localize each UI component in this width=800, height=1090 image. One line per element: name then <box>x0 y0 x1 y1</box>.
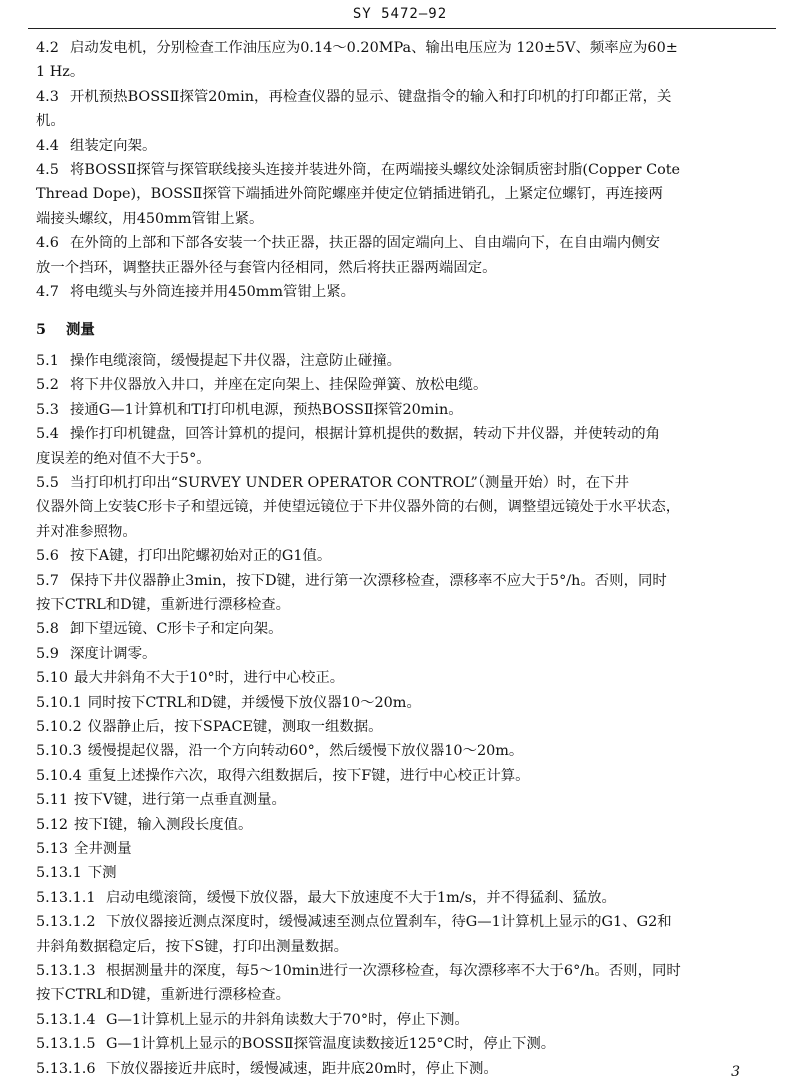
clause-continuation: 按下CTRL和D键，重新进行漂移检查。 <box>36 987 291 1004</box>
clause-number: 5.13.1 <box>36 865 82 882</box>
clause-number: 5.5 <box>36 474 59 491</box>
clause-5-5 <box>36 471 774 495</box>
clause-number: 4.5 <box>36 162 59 179</box>
clause-continuation: 1 Hz。 <box>36 64 85 81</box>
clause-text: 同时按下CTRL和D键，并缓慢下放仪器10～20m。 <box>87 694 421 711</box>
clause-number: 4.3 <box>36 88 59 105</box>
clause-continuation: 度误差的绝对值不大于5°。 <box>36 450 211 467</box>
clause-text: 深度计调零。 <box>70 645 157 662</box>
clause-text: 将BOSSⅡ探管与探管联线接头连接并装进外筒，在两端接头螺纹处涂铜质密封脂(Copper Cote <box>70 162 681 179</box>
clause-text: 将下井仪器放入井口，并座在定向架上、挂保险弹簧、放松电缆。 <box>70 377 488 394</box>
clause-number: 4.7 <box>36 284 59 301</box>
clause-number: 5.7 <box>36 572 59 589</box>
clause-number: 5.13.1.1 <box>36 889 96 906</box>
clause-text: 按下A键，打印出陀螺初始对正的G1值。 <box>70 548 332 565</box>
clause-5-2 <box>36 373 774 397</box>
clause-5-6 <box>36 544 774 568</box>
page-number: 3 <box>731 1064 740 1080</box>
clause-4-6 <box>36 231 774 255</box>
clause-text: 按下V键，进行第一点垂直测量。 <box>74 792 286 809</box>
clause-text: 下放仪器接近井底时，缓慢减速，距井底20m时，停止下测。 <box>106 1060 498 1077</box>
clause-number: 5.10.4 <box>36 767 82 784</box>
clause-continuation: 按下CTRL和D键，重新进行漂移检查。 <box>36 596 291 613</box>
clause-5-7 <box>36 569 774 593</box>
clause-number: 5.4 <box>36 426 59 443</box>
clause-text: 全井测量 <box>74 841 132 857</box>
clause-5-12 <box>36 813 774 837</box>
clause-number: 5.3 <box>36 401 59 418</box>
clause-text: 最大井斜角不大于10°时，进行中心校正。 <box>74 670 345 687</box>
clause-text: 保持下井仪器静止3min，按下D键，进行第一次漂移检查，漂移率不应大于5°/h。否则，同时 <box>70 572 667 589</box>
clause-5-13-1-4 <box>36 1008 774 1032</box>
clause-continuation: 机。 <box>36 113 65 130</box>
clause-number: 5.13 <box>36 841 69 857</box>
clause-5-1 <box>36 349 774 373</box>
clause-5-10-2 <box>36 715 774 739</box>
clause-5-10-1 <box>36 691 774 715</box>
document-body <box>36 36 774 1081</box>
clause-number: 5.13.1.2 <box>36 914 96 931</box>
clause-text: 组装定向架。 <box>70 137 157 154</box>
clause-text: 下测 <box>87 865 117 882</box>
clause-text: 在外筒的上部和下部各安装一个扶正器，扶正器的固定端向上、自由端向下，在自由端内侧安 <box>70 235 661 252</box>
clause-text: G—1计算机上显示的井斜角读数大于70°时，停止下测。 <box>106 1011 469 1028</box>
clause-number: 5.13.1.6 <box>36 1060 96 1077</box>
clause-continuation: 端接头螺纹，用450mm管钳上紧。 <box>36 210 264 227</box>
clause-number: 5.6 <box>36 548 59 565</box>
clause-text: 操作电缆滚筒，缓慢提起下井仪器，注意防止碰撞。 <box>70 352 401 369</box>
clause-text: 下放仪器接近测点深度时，缓慢减速至测点位置刹车，待G—1计算机上显示的G1、G2和 <box>106 914 672 931</box>
clause-4-7 <box>36 280 774 304</box>
clause-5-10-4 <box>36 764 774 788</box>
clause-text: 启动发电机，分别检查工作油压应为0.14～0.20MPa、输出电压应为 120±5V、频率应为60± <box>70 40 678 56</box>
clause-5-9 <box>36 642 774 666</box>
clause-continuation: 井斜角数据稳定后，按下S键，打印出测量数据。 <box>36 938 349 955</box>
clause-5-13-1-2 <box>36 910 774 934</box>
clause-number: 5.13.1.3 <box>36 963 96 980</box>
clause-continuation: Thread Dope)，BOSSⅡ探管下端插进外筒陀螺座并使定位销插进销孔，上紧定位螺钉，再连接两 <box>36 186 663 203</box>
clause-5-11 <box>36 788 774 812</box>
clause-4-3 <box>36 85 774 109</box>
clause-text: 开机预热BOSSⅡ探管20min，再检查仪器的显示、键盘指令的输入和打印机的打印都正常，关 <box>70 88 672 105</box>
clause-text: 重复上述操作六次，取得六组数据后，按下F键，进行中心校正计算。 <box>87 767 530 784</box>
clause-number: 4.6 <box>36 235 59 252</box>
clause-5-13-1-6 <box>36 1057 774 1081</box>
clause-number: 5.10.1 <box>36 694 82 711</box>
clause-number: 5.13.1.5 <box>36 1036 96 1053</box>
clause-continuation: 放一个挡环，调整扶正器外径与套管内径相同，然后将扶正器两端固定。 <box>36 259 497 276</box>
section-heading <box>36 318 774 342</box>
clause-number: 5.10.2 <box>36 718 82 735</box>
section-number: 5 <box>36 321 47 339</box>
clause-number: 5.2 <box>36 377 59 394</box>
clause-text: 操作打印机键盘，回答计算机的提问，根据计算机提供的数据，转动下井仪器，并使转动的角 <box>70 426 661 443</box>
clause-continuation: 仪器外筒上安装C形卡子和望远镜，并使望远镜位于下井仪器外筒的右侧，调整望远镜处于水平状态， <box>36 499 681 516</box>
clause-4-5 <box>36 158 774 182</box>
clause-text: 启动电缆滚筒，缓慢下放仪器，最大下放速度不大于1m/s，并不得猛刹、猛放。 <box>106 889 616 906</box>
clause-text: 按下I键，输入测段长度值。 <box>74 816 253 833</box>
clause-text: 接通G—1计算机和TI打印机电源，预热BOSSⅡ探管20min。 <box>70 401 463 418</box>
clause-text: 根据测量井的深度，每5～10min进行一次漂移检查，每次漂移率不大于6°/h。否则，同时 <box>106 963 681 980</box>
clause-4-2 <box>36 36 774 60</box>
clause-number: 5.13.1.4 <box>36 1011 96 1028</box>
clause-text: 缓慢提起仪器，沿一个方向转动60°，然后缓慢下放仪器10～20m。 <box>87 743 524 760</box>
section-title: 测量 <box>66 321 95 339</box>
document-header: SY 5472—92 <box>352 6 448 22</box>
clause-number: 5.1 <box>36 352 59 369</box>
clause-text: G—1计算机上显示的BOSSⅡ探管温度读数接近125°C时，停止下测。 <box>106 1036 556 1053</box>
clause-5-4 <box>36 422 774 446</box>
clause-4-4 <box>36 134 774 158</box>
clause-text: 将电缆头与外筒连接并用450mm管钳上紧。 <box>70 284 356 301</box>
clause-5-8 <box>36 617 774 641</box>
clause-number: 5.8 <box>36 621 59 638</box>
clause-number: 5.10.3 <box>36 743 82 760</box>
clause-5-10-3 <box>36 739 774 763</box>
section-5-items <box>36 349 774 1081</box>
header-rule <box>28 28 776 29</box>
clause-5-13-1 <box>36 861 774 885</box>
clause-5-3 <box>36 398 774 422</box>
clause-number: 5.9 <box>36 645 59 662</box>
clause-5-13 <box>36 837 774 861</box>
clause-number: 4.2 <box>36 40 59 56</box>
clause-continuation: 并对准参照物。 <box>36 523 137 540</box>
clause-number: 5.12 <box>36 816 69 833</box>
clause-text: 当打印机打印出“SURVEY UNDER OPERATOR CONTROL”（测量开始）时，在下井 <box>70 474 629 491</box>
clause-text: 卸下望远镜、C形卡子和定向架。 <box>70 621 283 638</box>
clause-5-13-1-1 <box>36 886 774 910</box>
section-4-items <box>36 36 774 304</box>
clause-number: 5.11 <box>36 792 69 809</box>
clause-5-13-1-3 <box>36 959 774 983</box>
clause-number: 5.10 <box>36 670 69 687</box>
clause-5-13-1-5 <box>36 1032 774 1056</box>
clause-number: 4.4 <box>36 137 59 154</box>
clause-5-10 <box>36 666 774 690</box>
clause-text: 仪器静止后，按下SPACE键，测取一组数据。 <box>87 718 383 735</box>
